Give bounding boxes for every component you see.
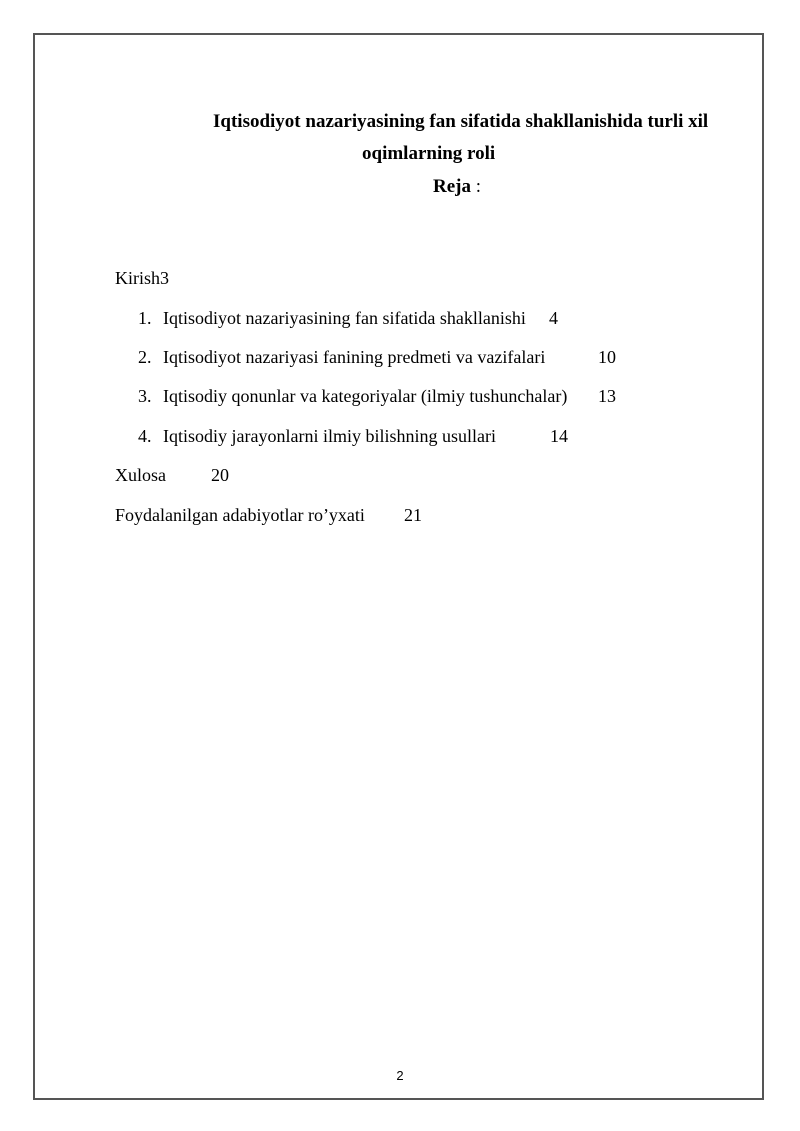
toc-item-1: [138, 308, 152, 329]
page-number: 2: [396, 1068, 404, 1083]
toc-item-page: 10: [598, 347, 616, 367]
toc-item-page: 4: [549, 308, 558, 328]
document-title-line-2: oqimlarning roli: [362, 143, 496, 164]
toc-intro-page: 3: [160, 268, 169, 288]
toc-item-label: Iqtisodiyot nazariyasi fanining predmeti va vazifalari: [163, 347, 546, 367]
toc-item-3: [138, 386, 152, 407]
toc-intro: [115, 268, 169, 289]
page-border: [33, 33, 764, 1100]
toc-intro-label: Kirish: [115, 268, 160, 288]
plan-label: Reja: [433, 176, 471, 197]
toc-item-number: 1.: [138, 308, 152, 328]
toc-item-number: 2.: [138, 347, 152, 367]
toc-item-4: [138, 426, 152, 447]
toc-references-page: 21: [404, 505, 422, 525]
toc-item-label: Iqtisodiy qonunlar va kategoriyalar (ilmiy tushunchalar): [163, 386, 568, 406]
toc-item-page: 13: [598, 386, 616, 406]
toc-item-number: 3.: [138, 386, 152, 406]
toc-item-number: 4.: [138, 426, 152, 446]
plan-heading: [433, 176, 481, 198]
toc-item-2: [138, 347, 152, 368]
toc-references-label: Foydalanilgan adabiyotlar ro’yxati: [115, 505, 365, 525]
toc-conclusion-label: Xulosa: [115, 465, 166, 485]
toc-item-label: Iqtisodiyot nazariyasining fan sifatida shakllanishi: [163, 308, 526, 328]
plan-colon: :: [470, 176, 482, 197]
toc-item-label: Iqtisodiy jarayonlarni ilmiy bilishning usullari: [163, 426, 496, 446]
toc-item-page: 14: [550, 426, 568, 446]
toc-conclusion-page: 20: [211, 465, 229, 485]
document-title-line-1: Iqtisodiyot nazariyasining fan sifatida shakllanishida turli xil: [213, 111, 709, 132]
